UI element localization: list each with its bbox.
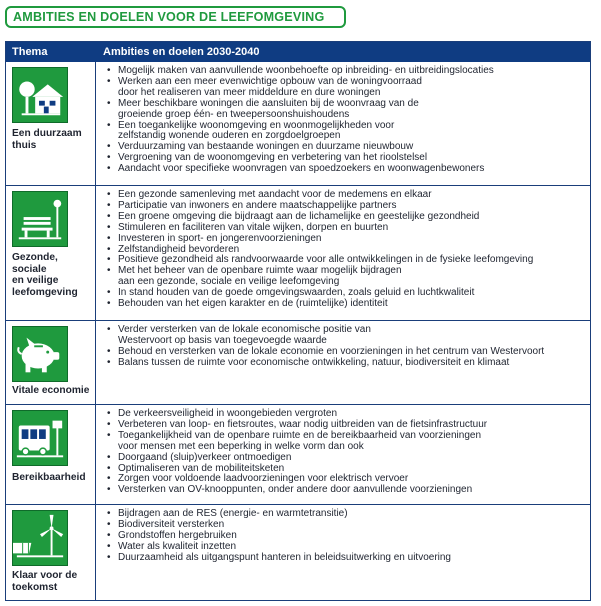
page-title-box	[5, 6, 346, 28]
list-item: • Een groene omgeving die bijdraagt aan de lichamelijke en geestelijke gezondheid	[105, 212, 585, 223]
bus-stop-icon	[12, 410, 68, 466]
theme-cell	[6, 505, 96, 601]
list-item: • Vergroening van de woonomgeving en verbetering van het rioolstelsel	[105, 153, 585, 164]
list-item: • Bijdragen aan de RES (energie- en warmtetransitie)	[105, 509, 585, 520]
list-item: • Grondstoffen hergebruiken	[105, 531, 585, 542]
list-item: • Verder versterken van de lokale economische positie van Westervoort op basis van toegevoegde waarde	[105, 325, 585, 347]
theme-row-gezonde-leefomgeving	[6, 186, 590, 321]
list-item: • Behoud en versterken van de lokale economie en voorzieningen in het centrum van Westervoort	[105, 347, 585, 358]
park-bench-icon	[12, 191, 68, 247]
page-title: AMBITIES EN DOELEN VOOR DE LEEFOMGEVING	[13, 10, 325, 24]
list-item: • Biodiversiteit versterken	[105, 520, 585, 531]
list-item: • Met het beheer van de openbare ruimte waar mogelijk bijdragen aan een gezonde, sociale en veilige leefomgeving	[105, 266, 585, 288]
list-item: • Verbeteren van loop- en fietsroutes, waar nodig uitbreiden van de fietsinfrastructuur	[105, 420, 585, 431]
list-item: • Mogelijk maken van aanvullende woonbehoefte op inbreiding- en uitbreidingslocaties	[105, 66, 585, 77]
theme-cell	[6, 405, 96, 504]
theme-label: Bereikbaarheid	[12, 472, 86, 483]
list-item: • Versterken van OV-knooppunten, onder andere door aanvullende voorzieningen	[105, 485, 585, 496]
column-header-theme: Thema	[12, 46, 48, 58]
list-item: • Zorgen voor voldoende laadvoorzieningen voor elektrisch vervoer	[105, 474, 585, 485]
theme-row-duurzaam-thuis	[6, 62, 590, 186]
list-item: • Doorgaand (sluip)verkeer ontmoedigen	[105, 453, 585, 464]
list-item: • Participatie van inwoners en andere maatschappelijke partners	[105, 201, 585, 212]
ambition-list	[105, 190, 585, 310]
list-item: • Een gezonde samenleving met aandacht voor de medemens en elkaar	[105, 190, 585, 201]
list-item: • De verkeersveiligheid in woongebieden vergroten	[105, 409, 585, 420]
theme-label: Vitale economie	[12, 385, 90, 396]
list-item: • Werken aan een meer evenwichtige opbouw van de woningvoorraad door het realiseren van meer middeldure en dure woningen	[105, 77, 585, 99]
list-item: • Zelfstandigheid bevorderen	[105, 245, 585, 256]
theme-cell	[6, 186, 96, 320]
ambition-list	[105, 509, 585, 564]
wind-turbine-icon	[12, 510, 68, 566]
list-item: • Stimuleren en faciliteren van vitale wijken, dorpen en buurten	[105, 223, 585, 234]
theme-row-klaar-voor-de-toekomst	[6, 505, 590, 601]
theme-label: Gezonde, sociale en veilige leefomgeving	[12, 252, 78, 298]
list-item: • Water als kwaliteit inzetten	[105, 542, 585, 553]
piggy-bank-icon	[12, 326, 68, 382]
theme-label: Een duurzaam thuis	[12, 128, 82, 151]
theme-row-bereikbaarheid	[6, 405, 590, 505]
list-item: • Aandacht voor specifieke woonvragen van spoedzoekers en woonwagenbewoners	[105, 164, 585, 175]
theme-row-vitale-economie	[6, 321, 590, 405]
column-header-ambitions: Ambities en doelen 2030-2040	[103, 46, 260, 58]
ambitions-table	[5, 41, 591, 601]
list-item: • Positieve gezondheid als randvoorwaarde voor alle ontwikkelingen in de fysieke leefomgeving	[105, 255, 585, 266]
theme-label: Klaar voor de toekomst	[12, 570, 78, 593]
list-item: • Investeren in sport- en jongerenvoorzieningen	[105, 234, 585, 245]
list-item: • Meer beschikbare woningen die aansluiten bij de woonvraag van de groeiende groep één- en tweepersoonshuishoudens	[105, 99, 585, 121]
ambition-list	[105, 66, 585, 175]
list-item: • Behouden van het eigen karakter en de (ruimtelijke) identiteit	[105, 299, 585, 310]
list-item: • Optimaliseren van de mobiliteitsketen	[105, 464, 585, 475]
list-item: • Een toegankelijke woonomgeving en woonmogelijkheden voor zelfstandig wonende ouderen en zorgdoelgroepen	[105, 121, 585, 143]
list-item: • Duurzaamheid als uitgangspunt hanteren in beleidsuitwerking en uitvoering	[105, 553, 585, 564]
ambition-list	[105, 409, 585, 496]
theme-cell	[6, 62, 96, 185]
list-item: • Toegankelijkheid van de openbare ruimte en de bereikbaarheid van voorzieningen voor mensen met een beperking in welke vorm dan ook	[105, 431, 585, 453]
theme-cell	[6, 321, 96, 404]
house-tree-icon	[12, 67, 68, 123]
ambition-list	[105, 325, 585, 369]
list-item: • Balans tussen de ruimte voor economische ontwikkeling, natuur, biodiversiteit en klimaat	[105, 358, 585, 369]
list-item: • Verduurzaming van bestaande woningen en duurzame nieuwbouw	[105, 142, 585, 153]
table-header	[6, 42, 590, 62]
list-item: • In stand houden van de goede omgevingswaarden, zoals geluid en luchtkwaliteit	[105, 288, 585, 299]
